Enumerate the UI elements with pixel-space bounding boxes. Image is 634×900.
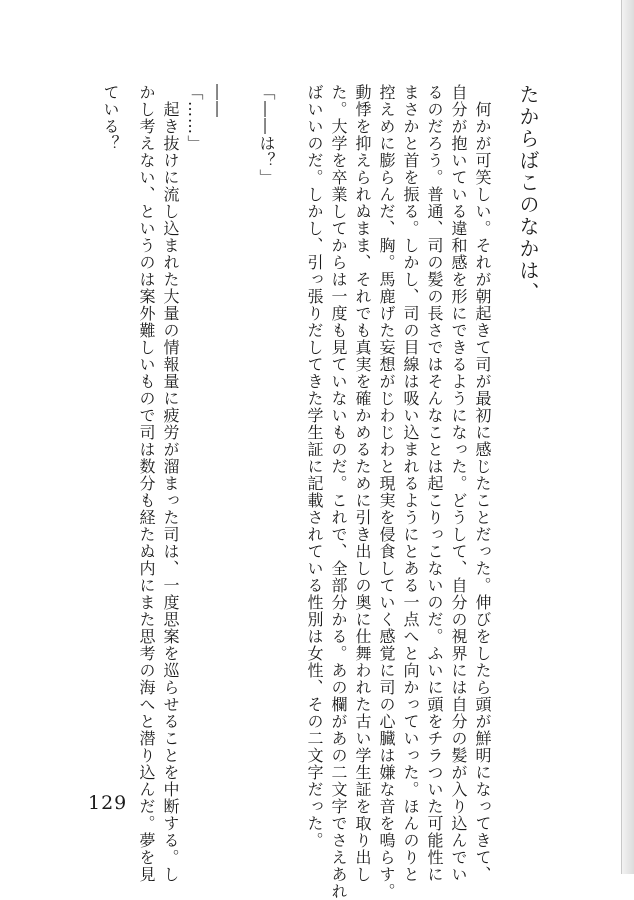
page-edge xyxy=(621,0,634,874)
dialogue-line: 「――は？」 xyxy=(257,84,276,186)
text-line: 自分が抱いている違和感を形にできるようになった。どうして、自分の視界には自分の髪が入り込んでい xyxy=(449,84,468,883)
dash-line: ―― xyxy=(209,84,228,118)
dialogue-line: 「……」 xyxy=(185,84,204,152)
text-line: ばいいのだ。しかし、引っ張りだしてきた学生証に記載されている性別は女性、その二文字だった。 xyxy=(305,84,324,849)
text-line: るのだろう。普通、司の髪の長さではそんなことは起こりっこないのだ。ふいに頭をチラついた可能性に xyxy=(425,84,444,883)
text-line: 動悸を抑えられぬまま、それでも真実を確かめるために引き出しの奥に仕舞われた古い学生証を取り出し xyxy=(353,84,372,883)
page-number: 129 xyxy=(88,792,128,814)
text-line: 起き抜けに流し込まれた大量の情報量に疲労が溜まった司は、一度思案を巡らせることを中断する。し xyxy=(161,84,180,883)
text-line: 控えめに膨らんだ、胸。馬鹿げた妄想がじわじわと現実を侵食していく感覚に司の心臓は嫌な音を鳴らす。 xyxy=(377,84,396,900)
text-line: かし考えない、というのは案外難しいもので司は数分も経たぬ内にまた思考の海へと潜り込んだ。夢を見 xyxy=(137,84,156,883)
text-line: ている？ xyxy=(101,84,120,152)
text-line: まさかと首を振る。しかし、司の目線は吸い込まれるようにとある一点へと向かっていった。ほんのりと xyxy=(401,84,420,883)
text-line: 何かが可笑しい。それが朝起きて司が最初に感じたことだった。伸びをしたら頭が鮮明になってきて、 xyxy=(473,84,492,883)
chapter-title: たからばこのなかは、 xyxy=(516,84,540,304)
text-line: た。大学を卒業してからは一度も見ていないものだ。これで、全部分かる。あの欄があの二文字でさえあれ xyxy=(329,84,348,900)
